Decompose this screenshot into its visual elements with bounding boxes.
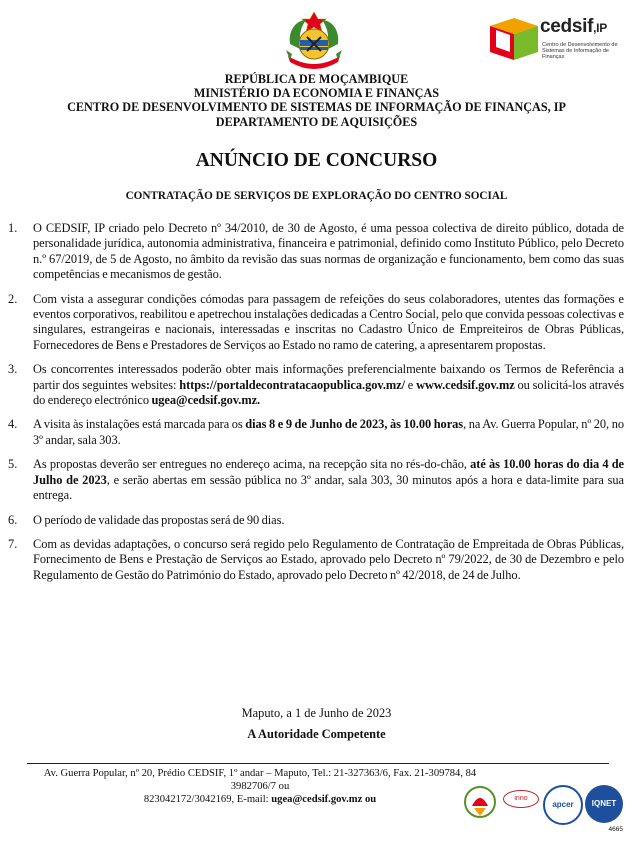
place-date: Maputo, a 1 de Junho de 2023 (241, 706, 392, 720)
body-text: As propostas deverão ser entregues no endereço acima, na recepção sita no rés-do-chão, (33, 457, 471, 472)
emphasis-text: https://portaldecontratacaopublica.gov.mz/ (179, 377, 405, 392)
document-code: 4665 (608, 826, 623, 833)
body-text: A visita às instalações está marcada para os (33, 417, 246, 432)
signatory: A Autoridade Competente (247, 727, 386, 741)
iqnet-text: IQNET (591, 799, 617, 808)
list-item (8, 537, 624, 583)
iqnet-seal-icon (585, 785, 623, 823)
footer-divider (27, 763, 609, 764)
header-country: REPÚBLICA DE MOÇAMBIQUE (224, 72, 409, 86)
list-item-text (33, 292, 624, 354)
emphasis-text: ugea@cedsif.gov.mz. (151, 393, 261, 408)
list-item-text (33, 537, 624, 583)
logo-tagline: Centro de Desenvolvimento de Sistemas de Informação de Finanças (542, 42, 618, 60)
list-item (8, 292, 624, 354)
body-text: ou solicitá-los através do endereço electrónico (33, 377, 624, 408)
letterhead (0, 72, 633, 129)
list-item-number: 3. (8, 362, 18, 377)
page-subtitle: CONTRATAÇÃO DE SERVIÇOS DE EXPLORAÇÃO DO CENTRO SOCIAL (125, 190, 508, 202)
body-text: O período de validade das propostas será de 90 dias. (33, 512, 285, 527)
list-item (8, 417, 624, 448)
logo-name: cedsif (540, 16, 594, 37)
footer-line-1: Av. Guerra Popular, nº 20, Prédio CEDSIF, 1º andar – Maputo, Tel.: 21-327363/6, Fax. 21-309784, 84 3982706/7 ou (43, 768, 477, 792)
inno-text: inno (514, 795, 528, 802)
header-centre: CENTRO DE DESENVOLVIMENTO DE SISTEMAS DE INFORMAÇÃO DE FINANÇAS, IP (67, 100, 566, 115)
list-item-number: 2. (8, 291, 18, 306)
body-text: e (404, 377, 417, 392)
list-item-text (33, 417, 624, 448)
list-item-number: 4. (8, 417, 18, 432)
list-item-text (33, 362, 624, 408)
list-item-text (33, 513, 624, 528)
body-text: , e serão abertas em sessão pública no 3º andar, sala 303, 30 minutos após a hora e data-limite para sua entrega. (33, 472, 624, 503)
cedsif-cube-icon (488, 16, 540, 62)
apcer-text: apcer (552, 800, 574, 809)
page-title: ANÚNCIO DE CONCURSO (195, 150, 438, 171)
footer-line-2: 823042172/3042169, E-mail: (143, 794, 272, 805)
list-item-text (33, 457, 624, 503)
national-seal-icon (462, 784, 498, 824)
inno-logo (503, 790, 539, 808)
list-item-number: 1. (8, 221, 18, 235)
emphasis-text: www.cedsif.gov.mz (416, 377, 515, 392)
footer-address (20, 767, 500, 806)
list-item (8, 362, 624, 408)
footer-email: ugea@cedsif.gov.mz ou (271, 794, 377, 805)
list-item (8, 457, 624, 503)
mozambique-emblem-icon (282, 6, 346, 72)
header-ministry: MINISTÉRIO DA ECONOMIA E FINANÇAS (193, 86, 440, 101)
body-text: Com as devidas adaptações, o concurso será regido pelo Regulamento de Contratação de Empreitada de Obras Públicas, Fornecimento de Bens e Prestação de Serviços ao Estado, aprovado pelo Decreto nº 79/2022, de 30 de Dezembro e pelo Regulamento de Gestão do Património do Estado, aprovado pelo Decreto nº 42/2018, de 24 de Julho. (33, 536, 624, 582)
list-item-text (33, 221, 624, 283)
list-item (8, 513, 624, 528)
header-department: DEPARTAMENTO DE AQUISIÇÕES (215, 114, 418, 129)
numbered-list (8, 221, 624, 592)
list-item-number: 6. (8, 512, 18, 527)
emphasis-text: dias 8 e 9 de Junho de 2023, às 10.00 horas (245, 417, 464, 432)
cedsif-logo (488, 14, 628, 64)
logo-suffix: ,IP (593, 21, 607, 35)
list-item (8, 221, 624, 283)
emphasis-text: até às 10.00 horas do dia 4 de Julho de 2023 (33, 457, 624, 487)
apcer-seal-icon (543, 785, 583, 825)
list-item-number: 7. (8, 536, 18, 551)
body-text: O CEDSIF, IP criado pelo Decreto nº 34/2010, de 30 de Agosto, é uma pessoa colectiva de direito público, dotada de personalidade jurídica, autonomia administrativa, financeira e patrimonial, definido como Instituto Público, pelo Decreto n.º 67/2019, de 5 de Agosto, no âmbito da revisão das suas normas de organização e funcionamento, bem como das suas competências e mecanismos de gestão. (33, 221, 624, 282)
body-text: Os concorrentes interessados poderão obter mais informações preferencialmente baixando os Termos de Referência a partir dos seguintes websites: (33, 362, 624, 392)
list-item-number: 5. (8, 457, 18, 472)
body-text: , na Av. Guerra Popular, nº 20, no 3º andar, sala 303. (33, 417, 624, 447)
body-text: Com vista a assegurar condições cómodas para passagem de refeições do seus colaboradores, utentes das formações e eventos corporativos, reabilitou e apetrechou instalações dedicadas a Centro Social, pelo que convida pessoas colectivas e singulares, estrangeiras e nacionais, interessadas e inscritas no Cadastro Único de Empreiteiros de Obras Públicas, Fornecedores de Bens e Prestadores de Serviços ao Estado no ramo de catering, a apresentarem propostas. (33, 291, 624, 352)
